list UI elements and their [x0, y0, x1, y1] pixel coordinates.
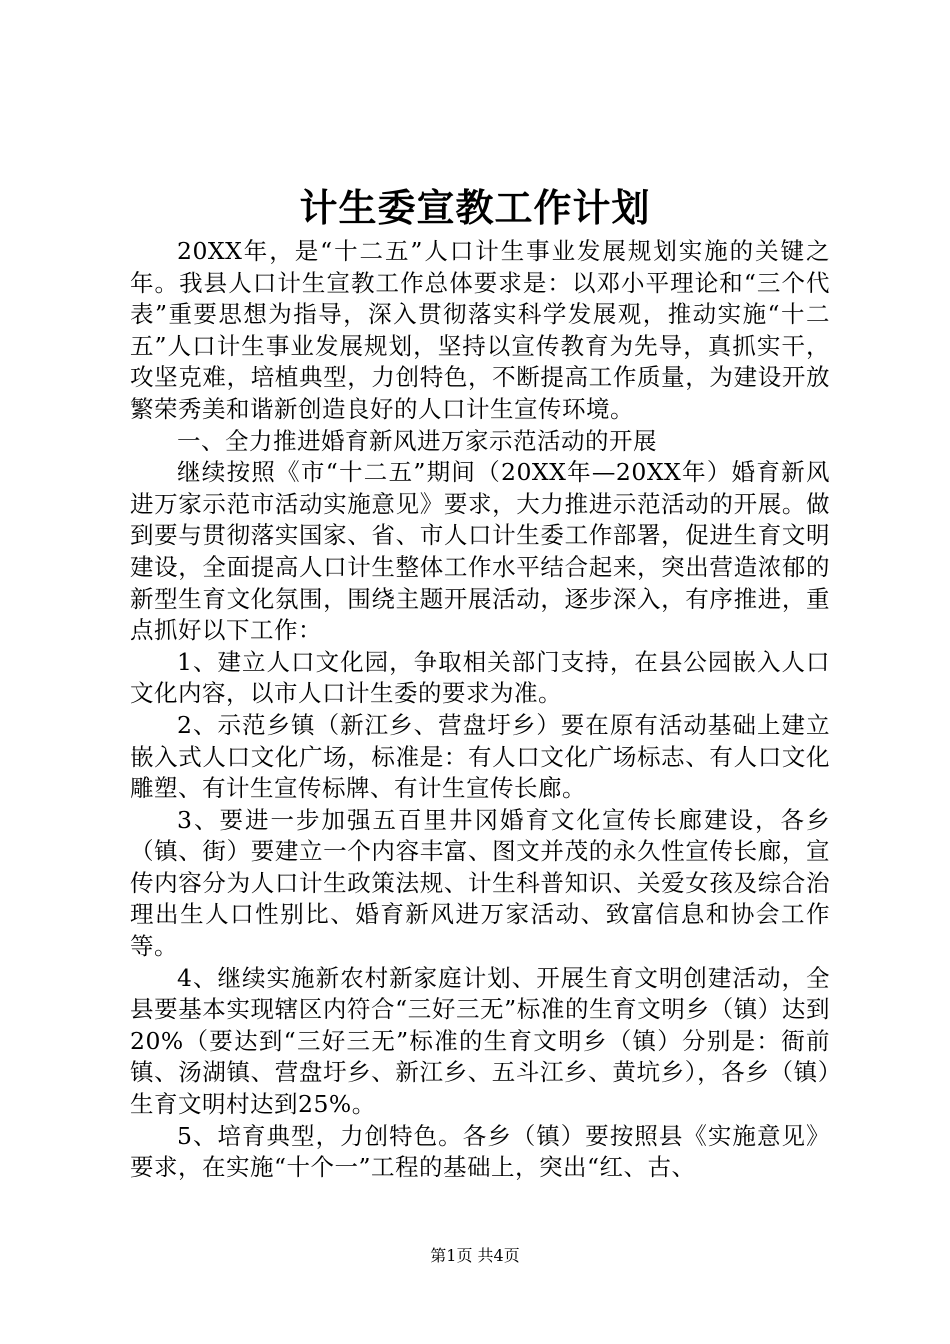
- list-item-1: 1、建立人口文化园，争取相关部门支持，在县公园嵌入人口文化内容，以市人口计生委的要求为准。: [130, 647, 830, 708]
- list-item-5: 5、培育典型，力创特色。各乡（镇）要按照县《实施意见》要求，在实施“十个一”工程的基础上，突出“红、古、: [130, 1121, 830, 1182]
- document-body: [130, 236, 830, 1184]
- section-heading-1: 一、全力推进婚育新风进万家示范活动的开展: [177, 426, 657, 455]
- list-item-4: 4、继续实施新农村新家庭计划、开展生育文明创建活动，全县要基本实现辖区内符合“三好三无”标准的生育文明乡（镇）达到20%（要达到“三好三无”标准的生育文明乡（镇）分别是：衙前镇、汤湖镇、营盘圩乡、新江乡、五斗江乡、黄坑乡），各乡（镇）生育文明村达到25%。: [130, 963, 830, 1119]
- paragraph-intro: 20XX年，是“十二五”人口计生事业发展规划实施的关键之年。我县人口计生宣教工作总体要求是：以邓小平理论和“三个代表”重要思想为指导，深入贯彻落实科学发展观，推动实施“十二五”人口计生事业发展规划，坚持以宣传教育为先导，真抓实干，攻坚克难，培植典型，力创特色，不断提高工作质量，为建设开放繁荣秀美和谐新创造良好的人口计生宣传环境。: [130, 237, 830, 423]
- document-title: 计生委宣教工作计划: [299, 185, 651, 230]
- page-footer: 第1页 共4页: [430, 1246, 520, 1265]
- list-item-3: 3、要进一步加强五百里井冈婚育文化宣传长廊建设，各乡（镇、街）要建立一个内容丰富、图文并茂的永久性宣传长廊，宣传内容分为人口计生政策法规、计生科普知识、关爱女孩及综合治理出生人口性别比、婚育新风进万家活动、致富信息和协会工作等。: [130, 805, 830, 961]
- list-item-2: 2、示范乡镇（新江乡、营盘圩乡）要在原有活动基础上建立嵌入式人口文化广场，标准是：有人口文化广场标志、有人口文化雕塑、有计生宣传标牌、有计生宣传长廊。: [130, 710, 830, 803]
- paragraph-section-1-intro: 继续按照《市“十二五”期间（20XX年—20XX年）婚育新风进万家示范市活动实施意见》要求，大力推进示范活动的开展。做到要与贯彻落实国家、省、市人口计生委工作部署，促进生育文明建设，全面提高人口计生整体工作水平结合起来，突出营造浓郁的新型生育文化氛围，围绕主题开展活动，逐步深入，有序推进，重点抓好以下工作：: [130, 458, 830, 645]
